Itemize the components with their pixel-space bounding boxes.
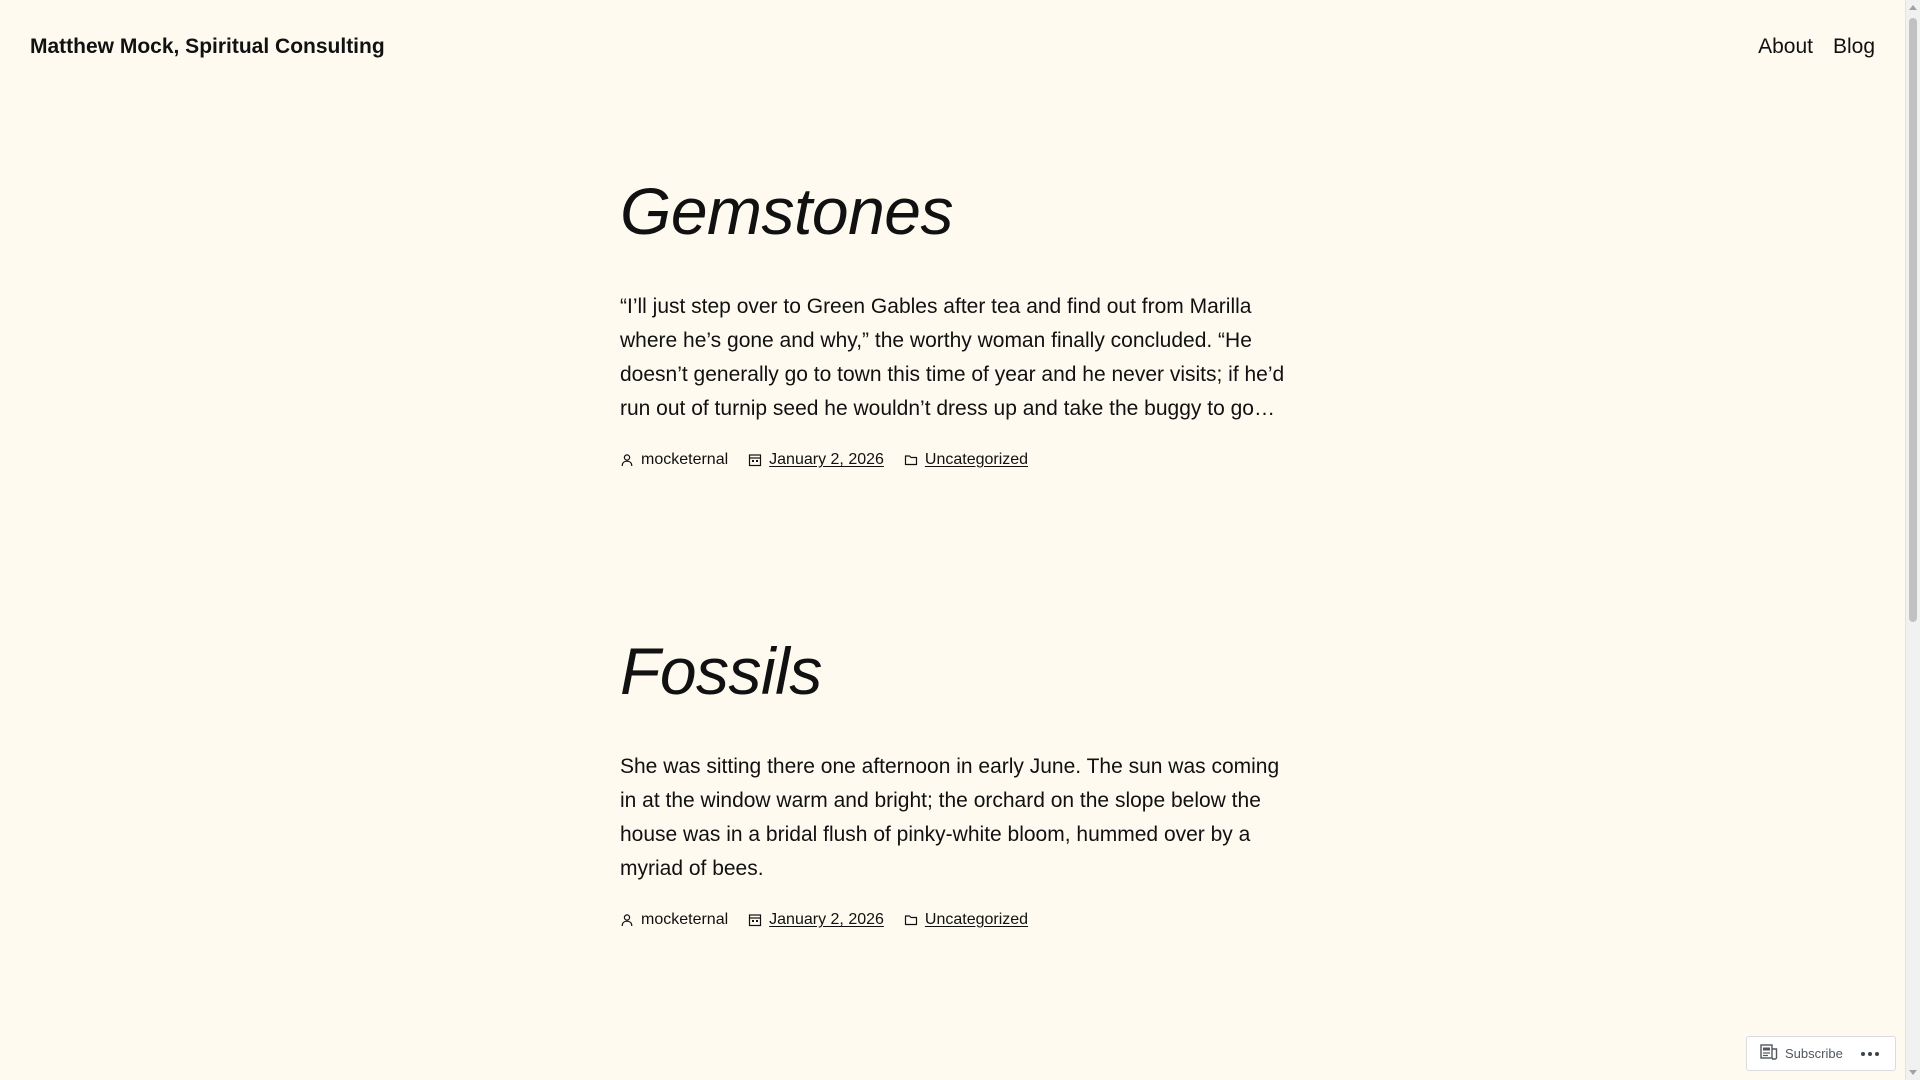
folder-icon (904, 913, 918, 927)
scrollbar-thumb[interactable] (1909, 18, 1917, 622)
reader-icon (1760, 1044, 1785, 1063)
ellipsis-icon[interactable] (1861, 1052, 1879, 1056)
post-date-link[interactable]: January 2, 2026 (769, 911, 884, 928)
post-author-name: mocketernal (641, 911, 729, 928)
subscribe-button[interactable] (1747, 1037, 1843, 1070)
post-meta (620, 450, 1048, 470)
site-title[interactable]: Matthew Mock, Spiritual Consulting (30, 35, 385, 58)
post-category (904, 450, 1028, 470)
subscribe-widget (1746, 1036, 1896, 1071)
post-title[interactable]: Fossils (620, 634, 822, 708)
post-title[interactable]: Gemstones (620, 174, 953, 248)
post-category-link[interactable]: Uncategorized (924, 451, 1029, 468)
post-card (620, 628, 1290, 928)
subscribe-label: Subscribe (1785, 1046, 1843, 1061)
post-category (904, 910, 1028, 930)
calendar-icon (748, 453, 762, 467)
vertical-scrollbar[interactable] (1905, 0, 1920, 1080)
post-excerpt: She was sitting there one afternoon in early June. The sun was coming in at the window warm and bright; the orchard on the slope below the house was in a bridal flush of pinky-white bloom, hummed over by a myriad of bees. (620, 755, 1280, 880)
post-category-link[interactable]: Uncategorized (924, 911, 1029, 928)
post-author-name: mocketernal (641, 451, 729, 468)
nav-item-about[interactable]: About (1758, 35, 1813, 58)
main-nav (1758, 33, 1875, 61)
scroll-down-icon[interactable] (1909, 1070, 1917, 1075)
post-author (620, 910, 728, 930)
nav-item-blog[interactable]: Blog (1832, 35, 1875, 58)
calendar-icon (748, 913, 762, 927)
post-excerpt: “I’ll just step over to Green Gables after tea and find out from Marilla where he’s gone and why,” the worthy woman finally concluded. “He doesn’t generally go to town this time of year and he never visits; if he’d run out of turnip seed he wouldn’t dress up and take the buggy to go… (620, 295, 1285, 420)
post-meta (620, 910, 1048, 930)
post-date-link[interactable]: January 2, 2026 (769, 451, 884, 468)
scroll-up-icon[interactable] (1909, 5, 1917, 10)
post-author (620, 450, 728, 470)
post-date (748, 450, 884, 470)
post-card (620, 168, 1290, 468)
folder-icon (904, 453, 918, 467)
post-date (748, 910, 884, 930)
user-icon (620, 453, 634, 467)
user-icon (620, 913, 634, 927)
